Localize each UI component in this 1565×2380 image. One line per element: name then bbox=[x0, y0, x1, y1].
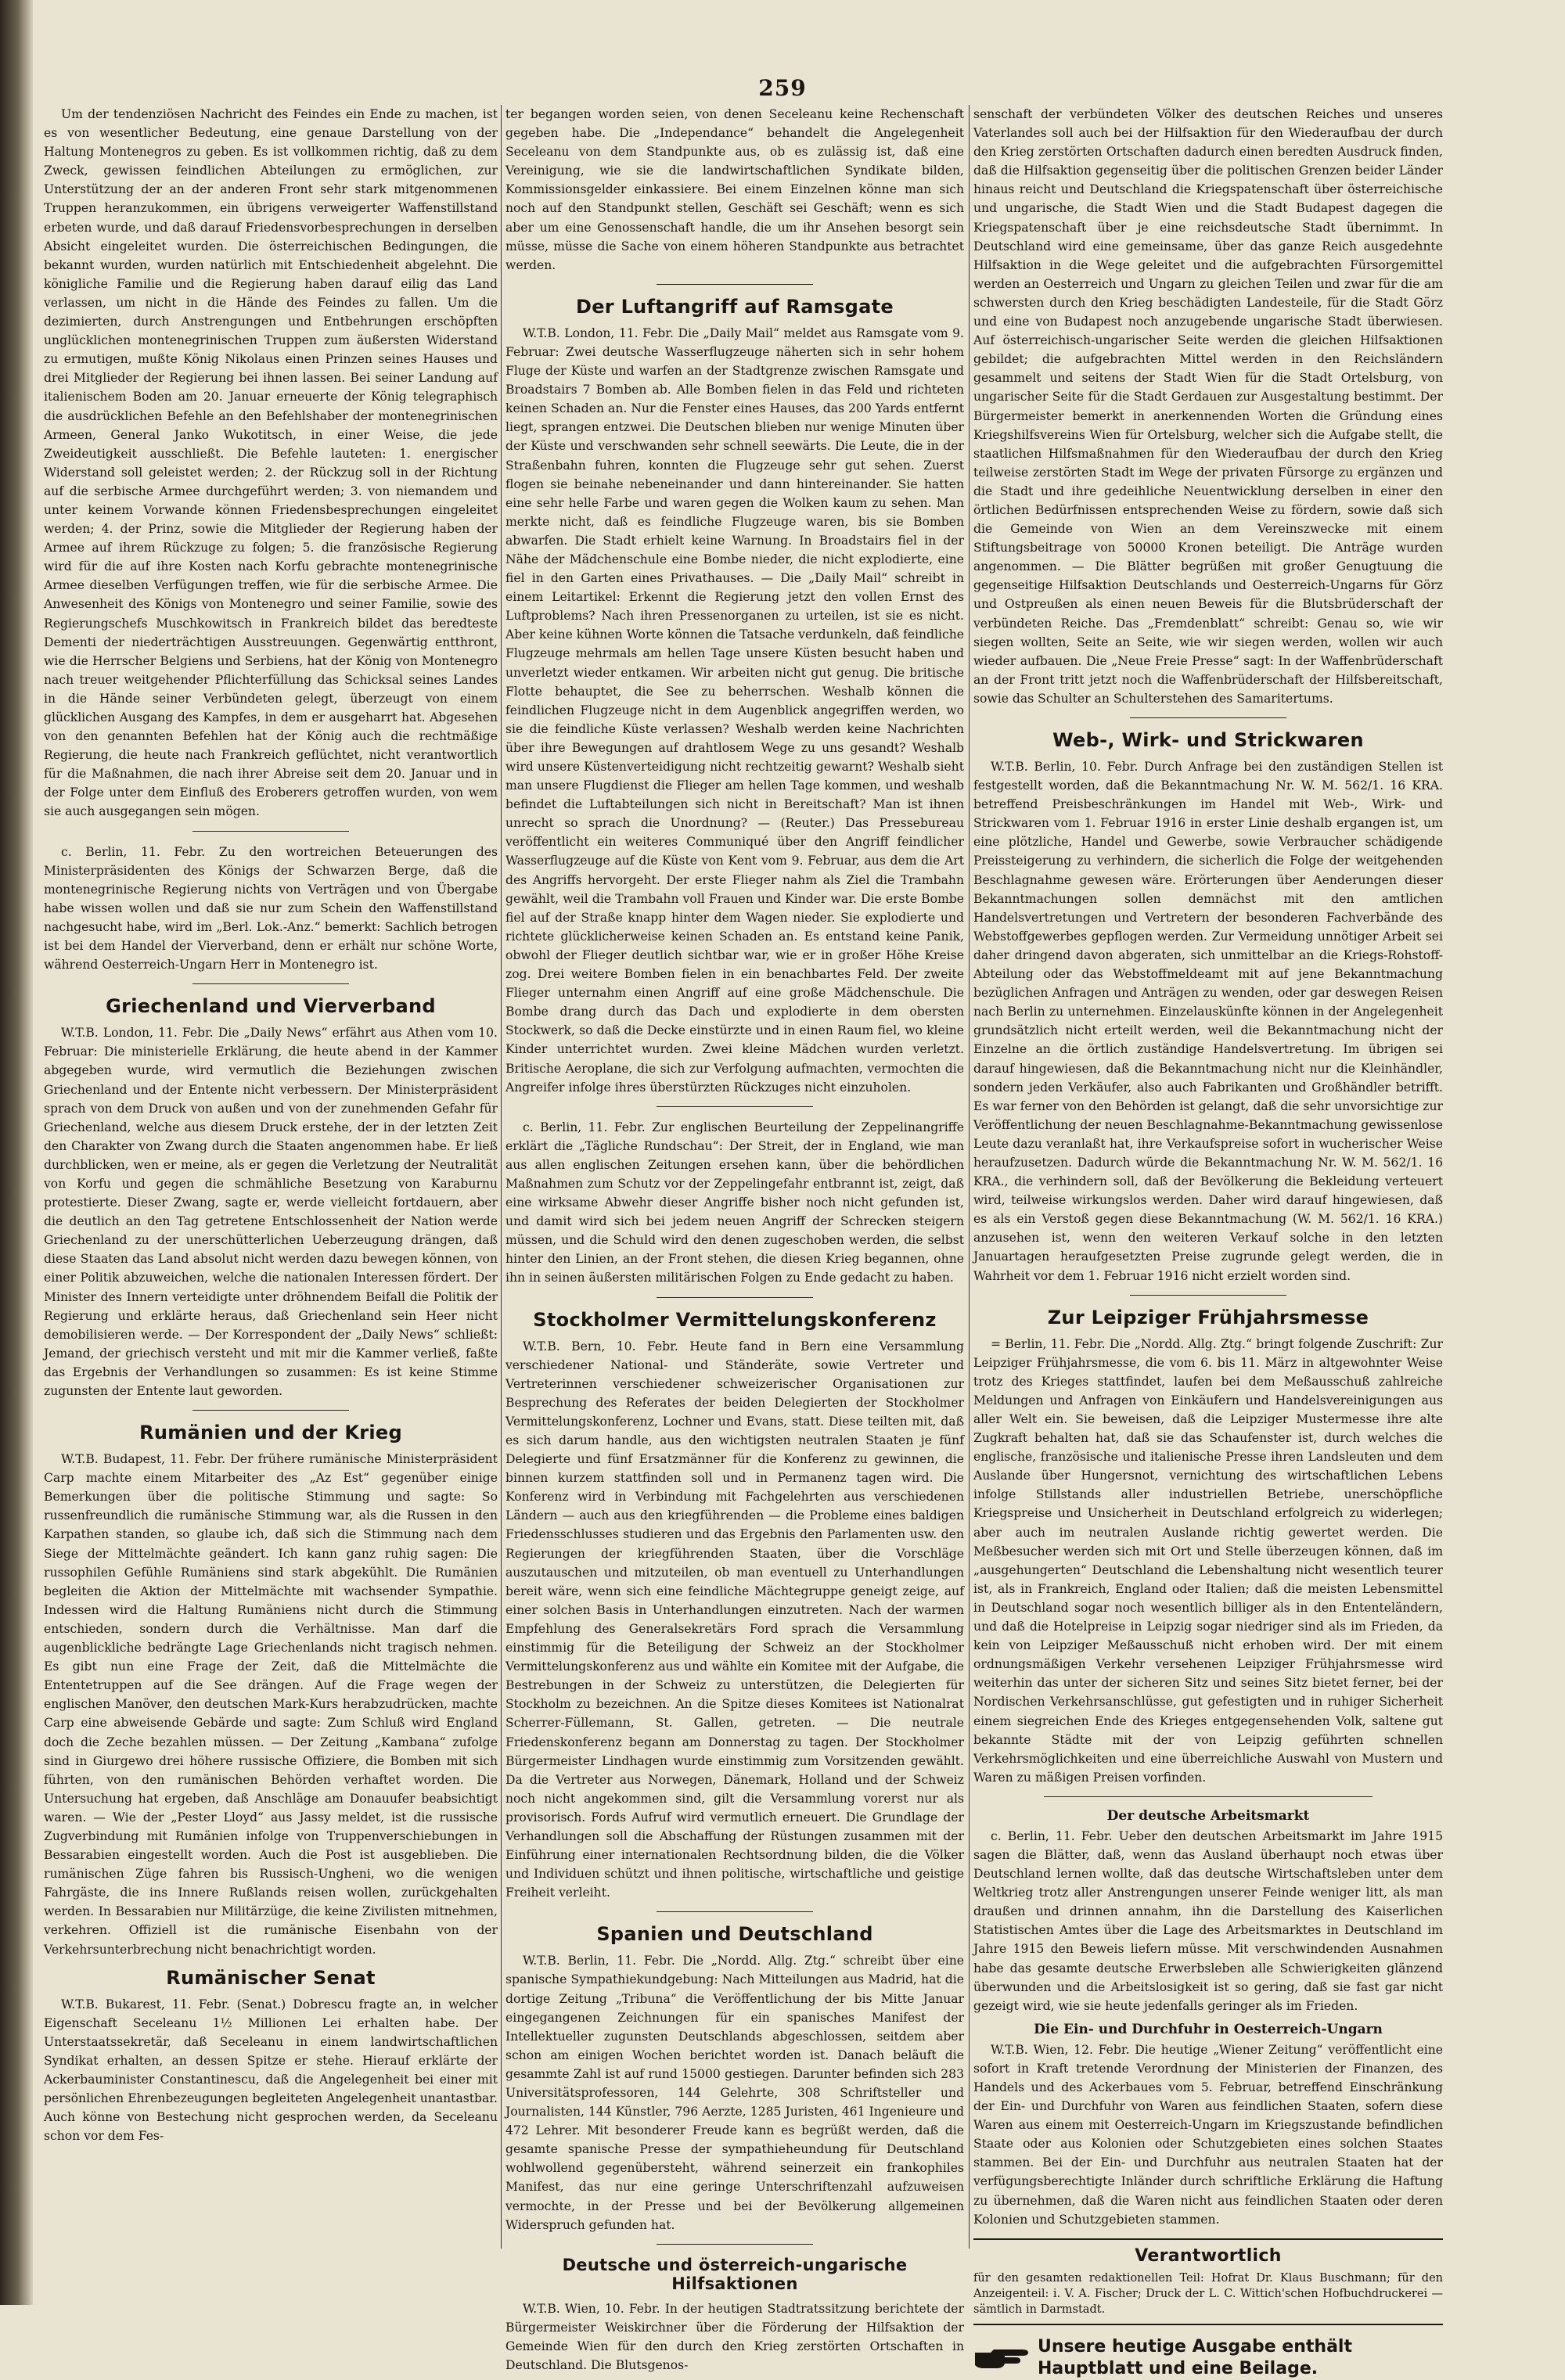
headline-relief: Deutsche und österreich-ungarische Hilfsaktionen bbox=[562, 2255, 908, 2293]
imprint-box bbox=[973, 2238, 1443, 2325]
page-number: 259 bbox=[758, 75, 807, 101]
headline-romania: Rumänien und der Krieg bbox=[139, 1422, 402, 1444]
edition-notice-text: Unsere heutige Ausgabe enthält Hauptblatt und eine Beilage. bbox=[1038, 2336, 1352, 2378]
binding-gutter bbox=[0, 0, 33, 2305]
separator bbox=[657, 1297, 813, 1298]
headline-ramsgate: Der Luftangriff auf Ramsgate bbox=[575, 295, 894, 318]
article-paragraph: W.T.B. Wien, 10. Febr. In der heutigen Stadtratssitzung berichtete der Bürgermeister Weiskirchner über die Förderung der Hilfsaktion der Gemeinde Wien für den durch den Krieg zerstörten Ortschaften in Deutschland. Die Blutsgenos- bbox=[505, 2301, 964, 2373]
column-divider bbox=[501, 105, 502, 2249]
separator bbox=[1130, 1295, 1286, 1296]
headline-greece: Griechenland und Vierverband bbox=[106, 995, 436, 1018]
separator bbox=[1044, 1796, 1373, 1797]
article-paragraph: c. Berlin, 11. Febr. Zu den wortreichen Beteuerungen des Ministerpräsidenten des Königs der Schwarzen Berge, daß die montenegrinische Regierung nichts von Verträgen und von Übergabe habe wissen wollen und daß sie nur zum Schein den Waffenstillstand nachgesucht habe, wird im „Berl. Lok.-Anz.“ bemerkt: Sachlich betrogen ist bei dem Handel der Vierverband, denn er erhält nur schöne Worte, während Oesterreich-Ungarn Herr in Montenegro ist. bbox=[44, 844, 498, 972]
article-paragraph: c. Berlin, 11. Febr. Ueber den deutschen Arbeitsmarkt im Jahre 1915 sagen die Blätter, daß, wenn das Ausland überhaupt noch etwas über Deutschland lernen wollte, daß das deutsche Wirtschaftsleben unter dem Weltkrieg trotz aller Anstrengungen unserer Feinde weniger litt, als man draußen und drinnen annahm, ihn die Darstellung des Kaiserlichen Statistischen Amtes über die Lage des Arbeitsmarktes in Deutschland im Jahre 1915 den Beweis liefern müsse. Mit verschwindenden Ausnahmen habe das gesamte deutsche Erwerbsleben alle Schwierigkeiten glänzend überwunden und die Arbeitslosigkeit ist so gering, daß sie fast gar nicht gezeigt wird, wie sie heute jedenfalls geringer als im Frieden. bbox=[973, 1828, 1443, 2013]
imprint-title: Verantwortlich bbox=[1135, 2245, 1282, 2266]
article-paragraph: ter begangen worden seien, von denen Seceleanu keine Rechenschaft gegeben habe. Die „Independance“ behandelt die Angelegenheit Seceleanu von dem Standpunkte aus, ob es zulässig ist, daß eine Vereinigung, wie sie die landwirtschaftlichen Syndikate bilden, Kommissionsgelder einkassiere. Bei einem Einzelnen könne man sich noch auf den Standpunkt stellen, Geschäft sei Geschäft; wenn es sich aber um eine Genossenschaft handle, die um ihr Ansehen besorgt sein müsse, müsse die Sache von einem höheren Standpunkte aus betrachtet werden. bbox=[505, 107, 964, 272]
article-paragraph: W.T.B. Bukarest, 11. Febr. (Senat.) Dobrescu fragte an, in welcher Eigenschaft Seceleanu 1½ Millionen Lei erhalten habe. Der Unterstaatssekretär, daß Seceleanu in einem landwirtschaftlichen Syndikat erhalten, an dessen Spitze er stehe. Hierauf erklärte der Ackerbauminister Constantinescu, daß die Angelegenheit bei einer mit persönlichen Ehrenbezeugungen begleiteten Angelegenheit unantastbar. Auch könne von Bestechung nicht gesprochen werden, da Seceleanu schon vor dem Fes- bbox=[44, 1997, 498, 2144]
article-paragraph: W.T.B. Berlin, 10. Febr. Durch Anfrage bei den zuständigen Stellen ist festgestellt worden, daß die Bekanntmachung Nr. W. M. 562/1. 16 KRA. betreffend Preisbeschränkungen im Handel mit Web-, Wirk- und Strickwaren vom 1. Februar 1916 in erster Linie deshalb ergangen ist, um eine plötzliche, Handel und Gewerbe, sowie Verbraucher schädigende Preissteigerung zu verhindern, die sicherlich die Folge der weitgehenden Beschlagnahme gewesen wäre. Erörterungen über Aenderungen dieser Bekanntmachungen sollen demnächst mit den amtlichen Handelsvertretungen und Vertretern der besonderen Fachverbände des Webstoffgewerbes gepflogen werden. Zur Vermeidung unnötiger Arbeit sei daher dringend davon abgeraten, sich unmittelbar an die Kriegs-Rohstoff-Abteilung oder das Webstoffmeldeamt mit auf jene Bekanntmachung bezüglichen Anfragen und Anträgen zu wenden, oder gar deswegen Reisen nach Berlin zu unternehmen. Einzelauskünfte können in der Angelegenheit grundsätzlich nicht erteilt werden, weil die Bekanntmachung nicht der Einzelne an die örtlich zuständige Handelsvertretung. Im übrigen sei darauf hingewiesen, daß die Bekanntmachung nicht nur die Kleinhändler, sondern jeden Verkäufer, also auch Fabrikanten und Großhändler betrifft. Es war ferner von den Behörden ist gelangt, daß die sehr unvorsichtige zur Veröffentlichung der neuen Beschlagnahme-Bekanntmachung gewissenlose Leute dazu veranlaßt hat, ihre Verkaufspreise sofort in wucherischer Weise heraufzusetzen. Dadurch würde die Bekanntmachung Nr. W. M. 562/1. 16 KRA., die verhindern soll, daß der Bevölkerung die Bekleidung verteuert wird, teilweise wirkungslos werden. Daher wird darauf hingewiesen, daß es als ein Verstoß gegen diese Bekanntmachung (W. M. 562/1. 16 KRA.) anzusehen ist, wenn den weiteren Verkauf solche in den letzten Januartagen heraufgesetzten Preise zugrunde gelegt werden, die in Wahrheit vor dem 1. Februar 1916 nicht erzielt worden sind. bbox=[973, 760, 1443, 1283]
headline-stockholm: Stockholmer Vermittelungskonferenz bbox=[533, 1308, 937, 1331]
headline-leipzig: Zur Leipziger Frühjahrsmesse bbox=[1047, 1306, 1369, 1328]
column-3 bbox=[973, 105, 1443, 2378]
column-2 bbox=[505, 105, 964, 2373]
edition-notice bbox=[973, 2336, 1443, 2380]
article-paragraph: = Berlin, 11. Febr. Die „Nordd. Allg. Ztg.“ bringt folgende Zuschrift: Zur Leipziger Frühjahrsmesse, die vom 6. bis 11. März in altgewohnter Weise trotz des Krieges stattfindet, laufen bei dem Meßausschuß zahlreiche Meldungen und Anfragen von Einkäufern und Handelsvereinigungen aus aller Welt ein. Sie beweisen, daß die Leipziger Mustermesse ihre alte Zugkraft behalten hat, daß sie das Schaufenster ist, durch welches die englische, französische und italienische Presse ihren Landsleuten und dem Auslande über Hungersnot, vernichtung des wirtschaftlichen Lebens infolge Stillstands aller industriellen Betriebe, unerschöpfliche Kriegspreise und Unsicherheit in Deutschland erfolgreich zu widerlegen; aber auch im neutralen Auslande richtig gewertet werden. Die Meßbesucher werden sich mit Ort und Stelle überzeugen können, daß im „ausgehungerten“ Deutschland die Lebenshaltung nicht wesentlich teurer ist, als in Frankreich, England oder Italien; daß die meisten Lebensmittel in Deutschland sogar noch wesentlich billiger als in den Ententeländern, und daß die Hotelpreise in Leipzig sogar niedriger sind als im Frieden, da kein von Leipziger Meßausschuß nicht erhoben wird. Der mit einem ordnungsmäßigen Verkehr versehenen Leipziger Frühjahrsmesse wird weiterhin das unter der sicheren Sitz und seines Sitz bietet ferner, bei der Nordischen Verkehrsanschlüsse, gut gefestigten und in ruhiger Sicherheit einem siegreichen Ende des Krieges entgegensehenden Volk, saltene gut bekannte Städte mit der von Leipzig geführten schnellen Verkehrsmöglichkeiten und eine überreichliche Auswahl von Mustern und Waren zu mäßigen Preisen vorfinden. bbox=[973, 1336, 1443, 1785]
article-paragraph: W.T.B. Wien, 12. Febr. Die heutige „Wiener Zeitung“ veröffentlicht eine sofort in Kraft tretende Verordnung der Ministerien der Finanzen, des Handels und des Ackerbaues vom 5. Februar, betreffend Einschränkung der Ein- und Durchfuhr von Waren aus feindlichen Staaten, sofern diese Waren aus einem mit Oesterreich-Ungarn im Kriegszustande befindlichen Staate oder aus Kolonien oder Schutzgebieten eines solchen Staates stammen. Bei der Ein- und Durchfuhr aus neutralen Staaten hat der verfügungsberechtigte Inländer durch schriftliche Erklärung die Haftung zu übernehmen, daß die Waren nicht aus feindlichen Staaten oder deren Kolonien und Schutzgebieten stammen. bbox=[973, 2042, 1443, 2227]
column-divider bbox=[969, 105, 970, 2249]
article-paragraph: W.T.B. Budapest, 11. Febr. Der frühere rumänische Ministerpräsident Carp machte einem Mitarbeiter des „Az Est“ gegenüber einige Bemerkungen über die politische Stimmung und sagte: So russenfreundlich die rumänische Stimmung war, als die Russen in den Karpathen standen, so glaube ich, daß sich die Stimmung nach dem Siege der Mittelmächte geändert. Ich kann ganz ruhig sagen: Die russophilen Gefühle Rumäniens sind stark abgekühlt. Die Rumänien begleiten die Aktion der Mittelmächte mit wachsender Sympathie. Indessen wird die Haltung Rumäniens nicht durch die Stimmung entschieden, sondern durch die Verhältnisse. Man darf die augenblickliche bedrängte Lage Griechenlands nicht tragisch nehmen. Es gibt nun eine Frage der Zeit, daß die Mittelmächte die Ententetruppen auf die See drängen. Auf die Frage wegen der englischen Manöver, den deutschen Mark-Kurs herabzudrücken, machte Carp eine abweisende Gebärde und sagte: Zum Schluß wird England doch die Zeche bezahlen müssen. — Der Zeitung „Kambana“ zufolge sind in Giurgewo drei höhere russische Offiziere, die Bomben mit sich führten, von den rumänischen Behörden verhaftet worden. Die Untersuchung hat ergeben, daß Anschläge am Donauufer beabsichtigt waren. — Wie der „Pester Lloyd“ aus Jassy meldet, ist die russische Zugverbindung mit Rumänien infolge von Truppenverschiebungen in Bessarabien eingestellt worden. Auch die Post ist ausgeblieben. Die rumänischen Züge fahren bis Russisch-Ungheni, wo die wenigen Fahrgäste, die ins Innere Rußlands reisen wollen, zurückgehalten werden. In Bessarabien nur Militärzüge, die keine Zivilisten mitnehmen, verkehren. Offiziell ist die rumänische Eisenbahn von der Verkehrsunterbrechung nicht benachrichtigt worden. bbox=[44, 1452, 498, 1957]
headline-spain: Spanien und Deutschland bbox=[596, 1923, 873, 1946]
article-paragraph: W.T.B. London, 11. Febr. Die „Daily News“ erfährt aus Athen vom 10. Februar: Die ministerielle Erklärung, die heute abend in der Kammer abgegeben wurde, wird vermutlich die Beziehungen zwischen Griechenland und der Entente nicht verbessern. Der Ministerpräsident sprach von dem Druck von außen und von der zunehmenden Gefahr für Griechenland, welche aus diesem Druck erstehe, der in der letzten Zeit den Charakter von Zwang durch die Staaten angenommen habe. Er ließ durchblicken, wen er meine, als er gegen die Verletzung der Neutralität von Korfu und gegen die schmähliche Besetzung von Karaburnu protestierte. Dieser Zwang, sagte er, werde vielleicht fortdauern, aber die deutlich an den Tag getretene Entschlossenheit der Nation werde Griechenland zu der unerschütterlichen Ueberzeugung drängen, daß diese Staaten das Land absolut nicht werden dazu bewegen können, von einer Politik abzuweichen, welche die nationalen Interessen fördert. Der Minister des Innern verteidigte unter dröhnendem Beifall die Politik der Regierung und erklärte heraus, daß Griechenland sein Heer nicht demobilisieren werde. — Der Korrespondent der „Daily News“ schließt: Jemand, der griechisch versteht und mit mir die Kammer verließ, faßte das Ergebnis der Verhandlungen so zusammen: Es ist keine Stimme zugunsten der Entente laut geworden. bbox=[44, 1026, 498, 1398]
imprint-text: für den gesamten redaktionellen Teil: Hofrat Dr. Klaus Buschmann; für den Anzeigenteil: i. V. A. Fischer; Druck der L. C. Wittich'schen Hofbuchdruckerei — sämtlich in Darmstadt. bbox=[973, 2271, 1443, 2316]
article-paragraph: c. Berlin, 11. Febr. Zur englischen Beurteilung der Zeppelinangriffe erklärt die „Tägliche Rundschau“: Der Streit, der in England, wie man aus allen englischen Zeitungen ersehen kann, über die behördlichen Maßnahmen zum Schutz vor der Zeppelingefahr entbrannt ist, zeigt, daß eine wirksame Abwehr dieser Angriffe bisher noch nicht gefunden ist, und damit wird sich bei jedem neuen Angriff der Schrecken steigern müssen, und die Schuld wird den denen zugeschoben werden, die selbst hinter den Linien, an der Front stehen, die diesen Krieg begannen, ohne ihn in seinen äußersten militärischen Folgen zu Ende gedacht zu haben. bbox=[505, 1120, 964, 1285]
separator bbox=[1130, 717, 1286, 718]
article-paragraph: senschaft der verbündeten Völker des deutschen Reiches und unseres Vaterlandes soll auch bei der Hilfsaktion für den Wiederaufbau der durch den Krieg zerstörten Ortschaften dadurch einen beredten Ausdruck finden, daß die Hilfsaktion gegenseitig über die politischen Grenzen beider Länder hinaus reicht und Deutschland die Kriegspatenschaft über österreichische und ungarische, die Stadt Wien und die Stadt Budapest dagegen die Kriegspatenschaft über je eine reichsdeutsche Stadt übernimmt. In Deutschland wird eine gemeinsame, über das ganze Reich ausgedehnte Hilfsaktion in die Wege geleitet und die aufgebrachten Fürsorgemittel werden an Oesterreich und Ungarn zu gleichen Teilen und zwar für die am schwersten durch den Krieg beschädigten Landesteile, für die Stadt Görz und eine von Budapest noch anzugebende ungarische Stadt überwiesen. Auf österreichisch-ungarischer Seite werden die gleichen Hilfsaktionen gebildet; die aufgebrachten Mittel werden in den Reichsländern gesammelt und seitens der Stadt Wien für die Stadt Ortelsburg, von ungarischer Seite für die Stadt Gerdauen zur Ausgestaltung bestimmt. Der Bürgermeister bemerkt in anerkennenden Worten die Gründung eines Kriegshilfsvereins Wien für Ortelsburg, welcher sich die Aufgabe stellt, die staatlichen Hilfsmaßnahmen für den Wiederaufbau der durch den Krieg teilweise zerstörten Stadt im Wege der privaten Fürsorge zu ergänzen und die Stadt und ihre gedeihliche Neuentwicklung derselben in einer den örtlichen Bedürfnissen entsprechenden Weise zu fördern, sowie daß sich die Gemeinde von Wien an dem Vereinszwecke mit einem Stiftungsbeitrage von 50000 Kronen beteiligt. Die Anträge wurden angenommen. — Die Blätter begrüßen mit großer Genugtuung die gegenseitige Hilfsaktion Deutschlands und Oesterreich-Ungarns für Görz und Ostpreußen als einen neuen Beweis für die Blutsbrüderschaft der verbündeten Reiche. Das „Fremdenblatt“ schreibt: Genau so, wie wir siegen wollten, Seite an Seite, wie wir siegen werden, wollen wir auch wieder aufbauen. Die „Neue Freie Presse“ sagt: In der Waffenbrüderschaft an der Front tritt jetzt noch die Waffenbrüderschaft der Hilfsbereitschaft, sowie das Schulter an Schulterstehen des Samaritertums. bbox=[973, 107, 1443, 706]
separator bbox=[657, 2244, 813, 2245]
headline-labour: Der deutsche Arbeitsmarkt bbox=[1106, 1807, 1310, 1824]
article-paragraph: Um der tendenziösen Nachricht des Feindes ein Ende zu machen, ist es von wesentlicher Bedeutung, eine genaue Darstellung von der Haltung Montenegros zu geben. Es ist vollkommen richtig, daß zu dem Zweck, gewissen feindlichen Abteilungen zu ermöglichen, zur Unterstützung der an der anderen Front sehr stark mitgenommenen Truppen heranzukommen, ein übrigens verweigerter Waffenstillstand erbeten wurde, und daß darauf Friedensvorbesprechungen in derselben Absicht eingeleitet wurden. Die österreichischen Bedingungen, die bekannt wurden, wurden natürlich mit Entschiedenheit abgelehnt. Die königliche Familie und die Regierung haben darauf eilig das Land verlassen, um nicht in die Hände des Feindes zu fallen. Um die dezimierten, durch Anstrengungen und Entbehrungen erschöpften unglücklichen montenegrinischen Truppen zum äußersten Widerstand zu ermutigen, mußte König Nikolaus einen Prinzen seines Hauses und drei Mitglieder der Regierung bei ihnen lassen. Bei seiner Landung auf italienischem Boden am 20. Januar erneuerte der König telegraphisch die ausdrücklichen Befehle an den Befehlshaber der montenegrinischen Armeen, General Janko Wukotitsch, in einer Weise, die jede Zweideutigkeit ausschließt. Die Befehle lauteten: 1. energischer Widerstand soll geleistet werden; 2. der Rückzug soll in der Richtung auf die serbische Armee durchgeführt werden; 3. von niemandem und unter keinem Vorwande können Friedensbesprechungen eingeleitet werden; 4. der Prinz, sowie die Mitglieder der Regierung haben der Armee auf ihrem Rückzuge zu folgen; 5. die französische Regierung wird für die auf ihre Kosten nach Korfu gebrachte montenegrinische Armee dieselben Verfügungen treffen, wie für die serbische Armee. Die Anwesenheit des Königs von Montenegro und seiner Familie, sowie des Regierungschefs Muschkowitsch in Frankreich bildet das beredteste Dementi der niederträchtigen Ausstreuungen. Gegenwärtig entthront, wie die Herrscher Belgiens und Serbiens, hat der König von Montenegro nach treuer weitgehender Pflichterfüllung das Schicksal seines Landes in die Hände seiner Verbündeten gelegt, überzeugt von einem glücklichen Ausgang des Kampfes, in dem er ausgeharrt hat. Abgesehen von den genannten Befehlen hat der König auch die rechtmäßige Regierung, die heute nach Frankreich geflüchtet, nicht verantwortlich für die Maßnahmen, die nach ihrer Abreise seit dem 20. Januar und in der Folge unter dem Einfluß des Eroberers getroffen wurden, von wem sie auch ausgegangen sein mögen. bbox=[44, 107, 498, 819]
headline-textiles: Web-, Wirk- und Strickwaren bbox=[1052, 729, 1364, 751]
column-1 bbox=[44, 105, 498, 2264]
headline-senate: Rumänischer Senat bbox=[166, 1966, 376, 1989]
separator bbox=[657, 1911, 813, 1912]
article-paragraph: W.T.B. London, 11. Febr. Die „Daily Mail“ meldet aus Ramsgate vom 9. Februar: Zwei deutsche Wasserflugzeuge näherten sich in sehr hohem Fluge der Küste und warfen an der Stadtgrenze zwischen Ramsgate und Broadstairs 7 Bomben ab. Alle Bomben fielen in das Feld und richteten keinen Schaden an. Nur die Fenster eines Hauses, das 200 Yards entfernt liegt, sprangen entzwei. Die Deutschen blieben nur wenige Minuten über der Küste und verschwanden sehr schnell seewärts. Die Leute, die in der Straßenbahn fuhren, konnten die Flugzeuge sehr gut sehen. Zuerst flogen sie beinahe nebeneinander und dann hintereinander. Sie hatten eine sehr helle Farbe und waren gegen die Wolken kaum zu sehen. Man merkte nicht, daß es feindliche Flugzeuge waren, bis sie Bomben abwarfen. Die Stadt erhielt keine Warnung. In Broadstairs fiel in der Nähe der Mädchenschule eine Bombe nieder, die nicht explodierte, eine fiel in den Garten eines Privathauses. — Die „Daily Mail“ schreibt in einem Leitartikel: Erkennt die Regierung jetzt den vollen Ernst des Luftproblems? Nach ihren Pressenorganen zu urteilen, ist sie es nicht. Aber keine kühnen Worte können die Tatsache verdunkeln, daß feindliche Flugzeuge mehrmals am hellen Tage unsere Küsten besucht haben und unverletzt wieder entkamen. Wir arbeiten nicht gut genug. Die britische Flotte behauptet, die See zu beherrschen. Weshalb können die feindlichen Flugzeuge nicht in dem Augenblick angegriffen werden, wo sie die feindliche Küste verlassen? Weshalb werden keine Nachrichten über ihre Bewegungen auf drahtlosem Wege zu uns gesandt? Weshalb wird unsere Küstenverteidigung nicht rechtzeitig gewarnt? Weshalb sieht man unsere Flugdienst die Flieger am hellen Tage kommen, und weshalb befindet die Luftabteilungen sich nicht in Bereitschaft? Man ist ihnen unrecht so sprach die Unordnung? — (Reuter.) Das Pressebureau veröffentlicht ein weiteres Communiqué über den Angriff feindlicher Wasserflugzeuge auf die Küste von Kent vom 9. Februar, aus dem die Art des Angriffs hervorgeht. Der erste Flieger nahm als Ziel die Trambahn gewählt, weil die Trambahn voll Frauen und Kinder war. Die erste Bombe fiel auf der Straße knapp hinter dem Wagen nieder. Sie explodierte und richtete glücklicherweise keinen Schaden an. Es entstand keine Panik, obwohl der Flieger deutlich sichtbar war, wie er in großer Höhe Kreise zog. Drei weitere Bomben fielen in ein benachbartes Feld. Der zweite Flieger unternahm einen Angriff auf eine große Mädchenschule. Die Bombe drang durch das Dach und explodierte in dem obersten Stockwerk, so daß die Decke einstürzte und in einen Raum fiel, wo kleine Kinder unterrichtet wurden. Zwei kleine Mädchen wurden verletzt. Britische Aeroplane, die sich zur Verfolgung aufmachten, vermochten die Angreifer infolge ihres überstürzten Rückzuges nicht einzuholen. bbox=[505, 325, 964, 1095]
article-paragraph: W.T.B. Berlin, 11. Febr. Die „Nordd. Allg. Ztg.“ schreibt über eine spanische Sympathiekundgebung: Nach Mitteilungen aus Madrid, hat die dortige Zeitung „Tribuna“ die Veröffentlichung der bis Mitte Januar eingegangenen Zeichnungen für ein spanisches Manifest der Intellektueller zugunsten Deutschlands abgeschlossen, seitdem aber schon am einigen Wochen berichtet worden ist. Danach beläuft die gesammte Zahl ist auf rund 15000 gestiegen. Darunter befinden sich 283 Universitätsprofessoren, 144 Gelehrte, 308 Schriftsteller und Journalisten, 144 Künstler, 796 Aerzte, 1285 Juristen, 461 Ingenieure und 472 Lehrer. Mit besonderer Freude kann es begrüßt werden, daß die gesamte spanische Presse der sympathieheundung für Deutschland wohlwollend gegenübersteht, während seinerzeit ein frankophiles Manifest, das nur eine geringe Unterschriftenzahl aufzuweisen vermochte, in der Presse und bei der Bevölkerung allgemeinen Widerspruch gefunden hat. bbox=[505, 1954, 964, 2232]
separator bbox=[192, 983, 349, 984]
article-paragraph: W.T.B. Bern, 10. Febr. Heute fand in Bern eine Versammlung verschiedener National- und Ständeräte, sowie Vertreter und Vertreterinnen verschiedener schweizerischer Organisationen zur Besprechung des Referates der beiden Delegierten der Stockholmer Vermittelungskonferenz, Lochner und Evans, statt. Diese teilten mit, daß es sich darum handle, aus den wichtigsten neutralen Staaten je fünf Delegierte und fünf Ersatzmänner für die Konferenz zu gewinnen, die binnen kurzem stattfinden soll und in Permanenz tagen wird. Die Konferenz wird in Verbindung mit Fachgelehrten aus verschiedenen Ländern — auch aus den kriegführenden — die Probleme eines baldigen Friedensschlusses studieren und das Ergebnis den Parlamenten usw. den Regierungen der kriegführenden Staaten, über die Vorschläge auszutauschen und mitzuteilen, ob man eventuell zu Unterhandlungen bereit wäre, wenn sich eine feindliche Mächtegruppe geneigt zeige, auf einer solchen Basis in Unterhandlungen einzutreten. Nach der warmen Empfehlung des Generalsekretärs Ford sprach die Versammlung einstimmig für die Beteiligung der Schweiz an der Stockholmer Vermittelungskonferenz aus und wählte ein Komitee mit der Aufgabe, die Bestrebungen in der Schweiz zu unterstützen, die Delegierten für Stockholm zu bezeichnen. An die Spitze dieses Komitees ist Nationalrat Scherrer-Füllemann, St. Gallen, getreten. — Die neutrale Friedenskonferenz begann am Donnerstag zu tagen. Der Stockholmer Bürgermeister Lindhagen wurde einstimmig zum Vorsitzenden gewählt. Da die Vertreter aus Norwegen, Dänemark, Holland und der Schweiz noch nicht angekommen sind, gilt die Versammlung vorerst nur als provisorisch. Fords Aufruf wird vermutlich erneuert. Die Grundlage der Verhandlungen soll die Abschaffung der Rüstungen zusammen mit der Einführung einer internationalen Rechtsordnung bilden, die die Völker und Individuen schützt und ihnen politische, wirtschaftliche und geistige Freiheit verleiht. bbox=[505, 1339, 964, 1900]
headline-transit: Die Ein- und Durchfuhr in Oesterreich-Ungarn bbox=[1034, 2021, 1383, 2037]
separator bbox=[657, 1106, 813, 1107]
separator bbox=[192, 1410, 349, 1411]
pointing-hand-icon bbox=[973, 2345, 1030, 2371]
separator bbox=[192, 831, 349, 832]
separator bbox=[657, 284, 813, 285]
